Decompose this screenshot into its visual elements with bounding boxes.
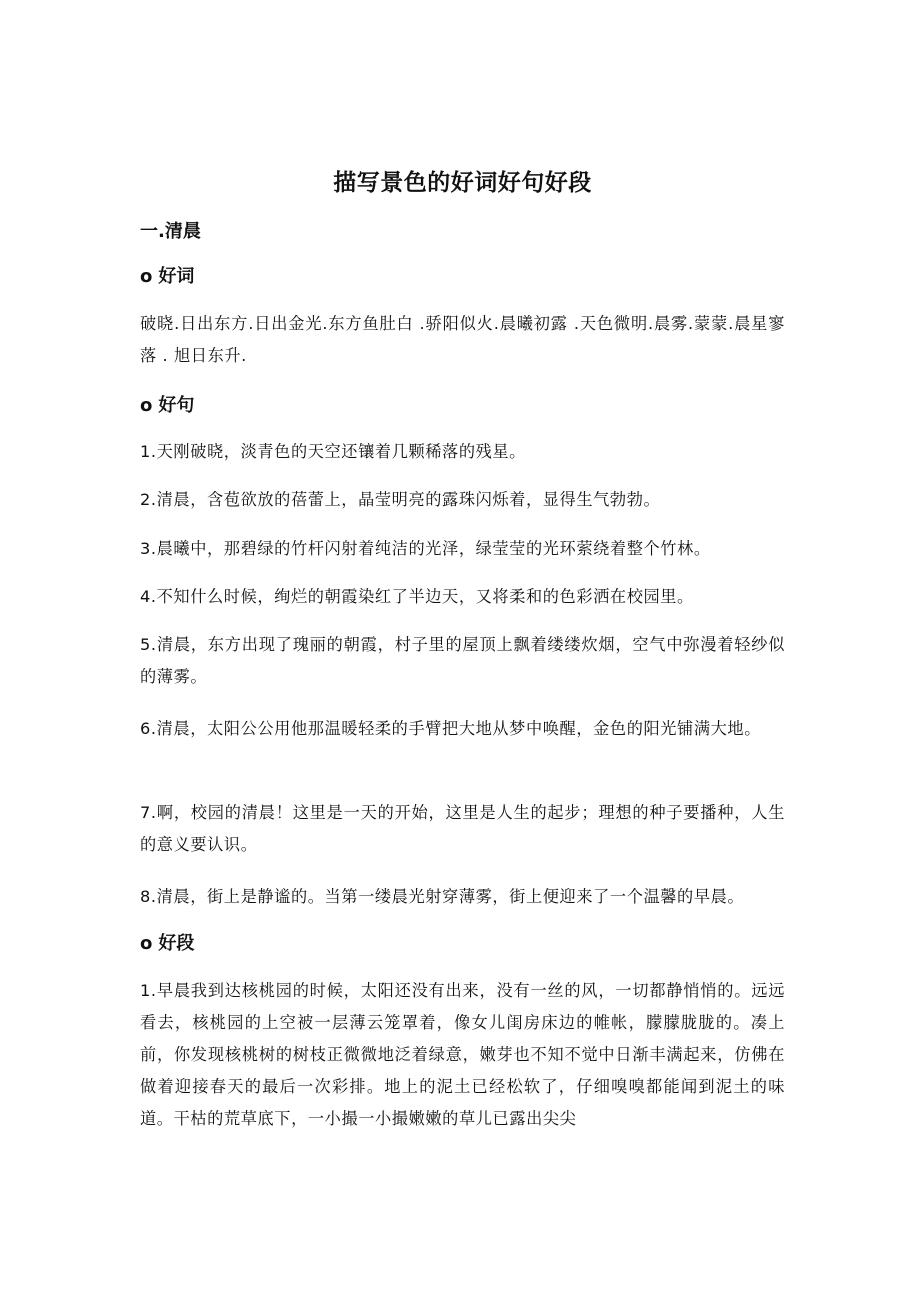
sentence-item: 5.清晨，东方出现了瑰丽的朝霞，村子里的屋顶上飘着缕缕炊烟，空气中弥漫着轻纱似的薄雾。 (140, 635, 785, 686)
sentence-item: 6.清晨，太阳公公用他那温暖轻柔的手臂把大地从梦中唤醒，金色的阳光铺满大地。 (140, 719, 761, 738)
sentence-item: 1.天刚破晓，淡青色的天空还镶着几颗稀落的残星。 (140, 442, 526, 461)
bullet-icon: o (140, 933, 153, 954)
sentences-heading (140, 393, 194, 419)
paragraphs-heading (140, 931, 194, 957)
words-heading (140, 264, 194, 290)
words-text: 破晓.日出东方.日出金光.东方鱼肚白 .骄阳似火.晨曦初露 .天色微明.晨雾.蒙蒙.晨星寥落 . 旭日东升. (140, 314, 785, 365)
sentence-item: 8.清晨，街上是静谧的。当第一缕晨光射穿薄雾，街上便迎来了一个温馨的早晨。 (140, 887, 745, 906)
section-heading: 一.清晨 (140, 221, 201, 242)
words-label: 好词 (158, 266, 195, 287)
sentence-item: 7.啊，校园的清晨！这里是一天的开始，这里是人生的起步；理想的种子要播种，人生的意义要认识。 (140, 803, 785, 854)
bullet-icon: o (140, 395, 153, 416)
sentence-item: 3.晨曦中，那碧绿的竹杆闪射着纯洁的光泽，绿莹莹的光环萦绕着整个竹林。 (140, 539, 711, 558)
sentence-item: 2.清晨，含苞欲放的蓓蕾上，晶莹明亮的露珠闪烁着，显得生气勃勃。 (140, 490, 661, 509)
bullet-icon: o (140, 266, 153, 287)
document-title: 描写景色的好词好句好段 (333, 170, 592, 196)
sentences-label: 好句 (158, 395, 195, 416)
sentence-item: 4.不知什么时候，绚烂的朝霞染红了半边天，又将柔和的色彩洒在校园里。 (140, 587, 694, 606)
paragraphs-label: 好段 (158, 933, 195, 954)
paragraph-item: 1.早晨我到达核桃园的时候，太阳还没有出来，没有一丝的风，一切都静悄悄的。远远看去，核桃园的上空被一层薄云笼罩着，像女儿闺房床边的帷帐，朦朦胧胧的。凑上前，你发现核桃树的树枝正微微地泛着绿意，嫩芽也不知不觉中日渐丰满起来，仿佛在做着迎接春天的最后一次彩排。地上的泥土已经松软了，仔细嗅嗅都能闻到泥土的味道。干枯的荒草底下，一小撮一小撮嫩嫩的草儿已露出尖尖 (140, 981, 785, 1128)
